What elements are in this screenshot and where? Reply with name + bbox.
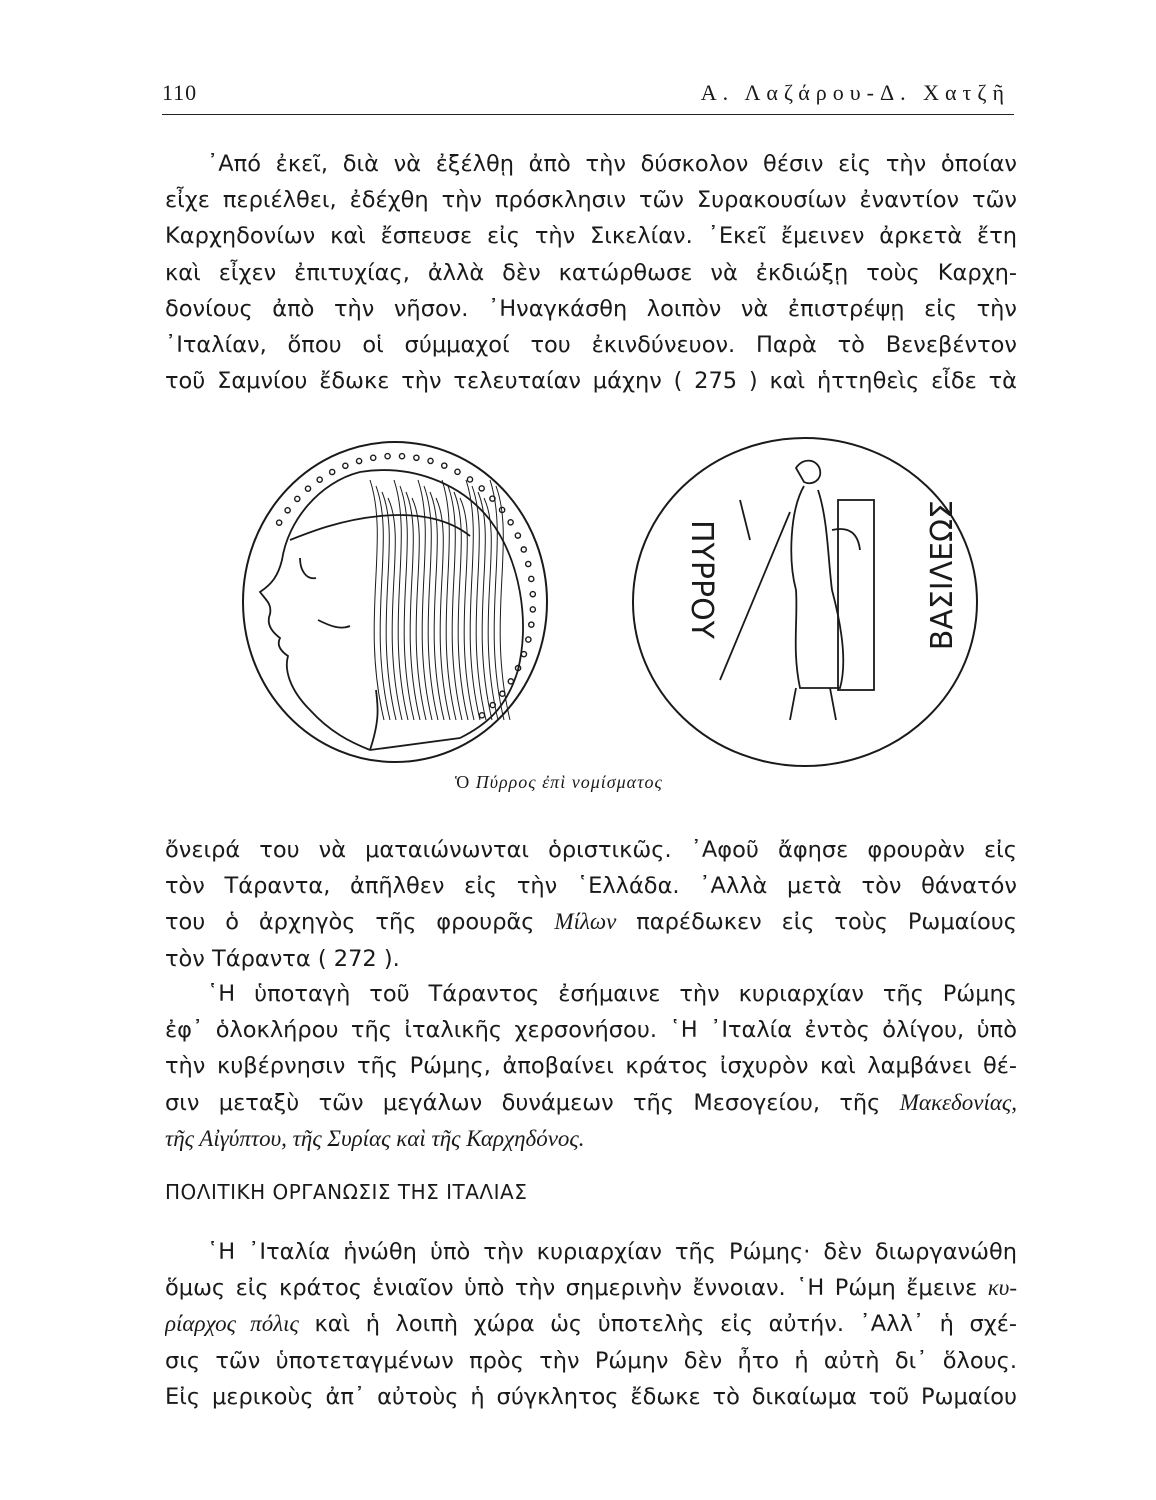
text-line: Εἰς μερικοὺς ἀπ᾿ αὐτοὺς ἡ σύγκλητος ἔδωκε τὸ δικαίωμα τοῦ Ρωμαίου [165,1383,1017,1410]
text-line: δονίους ἀπὸ τὴν νῆσον. ᾿Ηναγκάσθη λοιπὸν νὰ ἐπιστρέψῃ εἰς τὴν [165,295,1017,322]
text-italic: Μακεδονίας, [899,1089,1017,1115]
text-segment: παρέδωκεν εἰς τοὺς Ρωμαίους [636,909,1017,936]
text-line: Καρχηδονίων καὶ ἔσπευσε εἰς τὴν Σικελίαν. ᾿Εκεῖ ἔμεινεν ἀρκετὰ ἔτη [165,223,1017,250]
coin-legend-left: ΠΥΡΡΟΥ [684,520,719,640]
border-dot [479,486,484,491]
text-line [165,1306,1017,1342]
border-dot [356,458,361,463]
border-dot [295,496,300,501]
paragraph-political-organization [165,1234,1017,1415]
border-dot [479,713,484,718]
figure-caption [455,772,775,793]
border-dot [428,458,433,463]
text-line: ὄνειρά του νὰ ματαιώνωνται ὁριστικῶς. ᾿Αφοῦ ἄφησε φρουρὰν εἰς [165,837,1017,863]
text-italic: ρίαρχος πόλις [165,1311,299,1337]
hair-strand [424,486,438,720]
page-number: 110 [162,80,198,105]
border-dot [455,469,460,474]
hair-strand [472,486,486,720]
border-dot [371,455,376,460]
border-dot [530,607,535,612]
caption-prefix: Ὁ [455,772,471,792]
text-line: ᾿Ιταλίαν, ὅπου οἱ σύμμαχοί του ἐκινδύνευον. Παρὰ τὸ Βενεβέντον [165,332,1017,359]
seated-figure [720,461,874,720]
border-dot [385,454,390,459]
text-line: ῾Η ᾿Ιταλία ἡνώθη ὑπὸ τὴν κυριαρχίαν τῆς Ρώμης· δὲν διωργανώθη [207,1239,1017,1265]
border-dot [467,477,472,482]
border-dot [317,477,322,482]
border-dot [521,547,526,552]
border-dot [515,533,520,538]
caption-text: Πύρρος ἐπὶ νομίσματος [475,772,663,792]
coin-figure [200,420,1000,820]
text-line: ῾Η ὑποταγὴ τοῦ Τάραντος ἐσήμαινε τὴν κυριαρχίαν τῆς Ρώμης [207,981,1017,1007]
border-dot [330,469,335,474]
text-line: καὶ εἶχεν ἐπιτυχίας, ἀλλὰ δὲν κατώρθωσε νὰ ἐκδιώξῃ τοὺς Καρχη- [165,259,1017,286]
section-heading: ΠΟΛΙΤΙΚΗ ΟΡΓΑΝΩΣΙΣ ΤΗΣ ΙΤΑΛΙΑΣ [165,1180,528,1204]
paragraph-roman-dominion [165,976,1017,1157]
text-line [165,1270,1017,1306]
text-line: σις τῶν ὑποτεταγμένων πρὸς τὴν Ρώμην δὲν ἦτο ἡ αὐτὴ δι᾿ ὅλους. [165,1347,1017,1374]
text-segment: του ὁ ἀρχηγὸς τῆς φρουρᾶς [165,909,535,936]
coin-illustration [200,420,1000,820]
border-dot [530,592,535,597]
text-line: τὸν Τάραντα ( 272 ). [165,945,400,972]
text-line [165,904,1017,940]
text-line: ᾿Από ἐκεῖ, διὰ νὰ ἐξέλθῃ ἀπὸ τὴν δύσκολον θέσιν εἰς τὴν ὁποίαν [207,151,1017,177]
border-dot [343,463,348,468]
coin-legend-right: ΒΑΣΙΛΕΩΣ [925,500,960,651]
hair-strand [448,486,462,720]
text-line: τὸν Τάραντα, ἀπῆλθεν εἰς τὴν ῾Ελλάδα. ᾿Αλλὰ μετὰ τὸν θάνατόν [165,873,1017,900]
border-dot [526,561,531,566]
running-head: Α. Λαζάρου-Δ. Χατζῆ [700,80,1010,105]
coin-obverse [243,442,547,762]
paragraph-pyrrhus-sicily [165,146,1017,399]
text-segment: ὅμως εἰς κράτος ἑνιαῖον ὑπὸ τὴν σημερινὴν ἔννοιαν. ῾Η Ρώμη ἔμεινε [165,1275,978,1302]
text-segment: σιν μεταξὺ τῶν μεγάλων δυνάμεων τῆς Μεσογείου, τῆς [165,1089,881,1116]
border-dot [529,622,534,627]
border-dot [508,520,513,525]
border-dot [414,455,419,460]
border-dot [399,454,404,459]
border-dot [442,463,447,468]
border-dot [285,508,290,513]
text-line: ἐφ᾿ ὁλοκλήρου τῆς ἰταλικῆς χερσονήσου. ῾Η ᾿Ιταλία ἐντὸς ὀλίγου, ὑπὸ [165,1017,1017,1044]
border-dot [277,520,282,525]
text-line [165,1085,1017,1121]
border-dot [526,637,531,642]
name-milon: Μίλων [554,909,617,935]
hair-strand [376,486,390,720]
text-line: τοῦ Σαμνίου ἔδωκε τὴν τελευταίαν μάχην ( 275 ) καὶ ἡττηθεὶς εἶδε τὰ [165,368,1017,395]
text-line: τὴν κυβέρνησιν τῆς Ρώμης, ἀποβαίνει κράτος ἰσχυρὸν καὶ λαμβάνει θέ- [165,1053,1017,1080]
text-segment: καὶ ἡ λοιπὴ χώρα ὡς ὑποτελὴς εἰς αὐτήν. ᾿Αλλ᾿ ἡ σχέ- [314,1311,1017,1338]
border-dot [529,576,534,581]
text-line: τῆς Αἰγύπτου, τῆς Συρίας καὶ τῆς Καρχηδόνος. [165,1125,585,1151]
text-italic: κυ- [987,1275,1017,1301]
hair-strand [400,486,414,720]
border-dot [305,486,310,491]
text-line: εἶχε περιέλθει, ἐδέχθη τὴν πρόσκλησιν τῶν Συρακουσίων ἐναντίον τῶν [165,187,1017,214]
page-header [162,74,1014,115]
paragraph-tarentum [165,832,1017,977]
